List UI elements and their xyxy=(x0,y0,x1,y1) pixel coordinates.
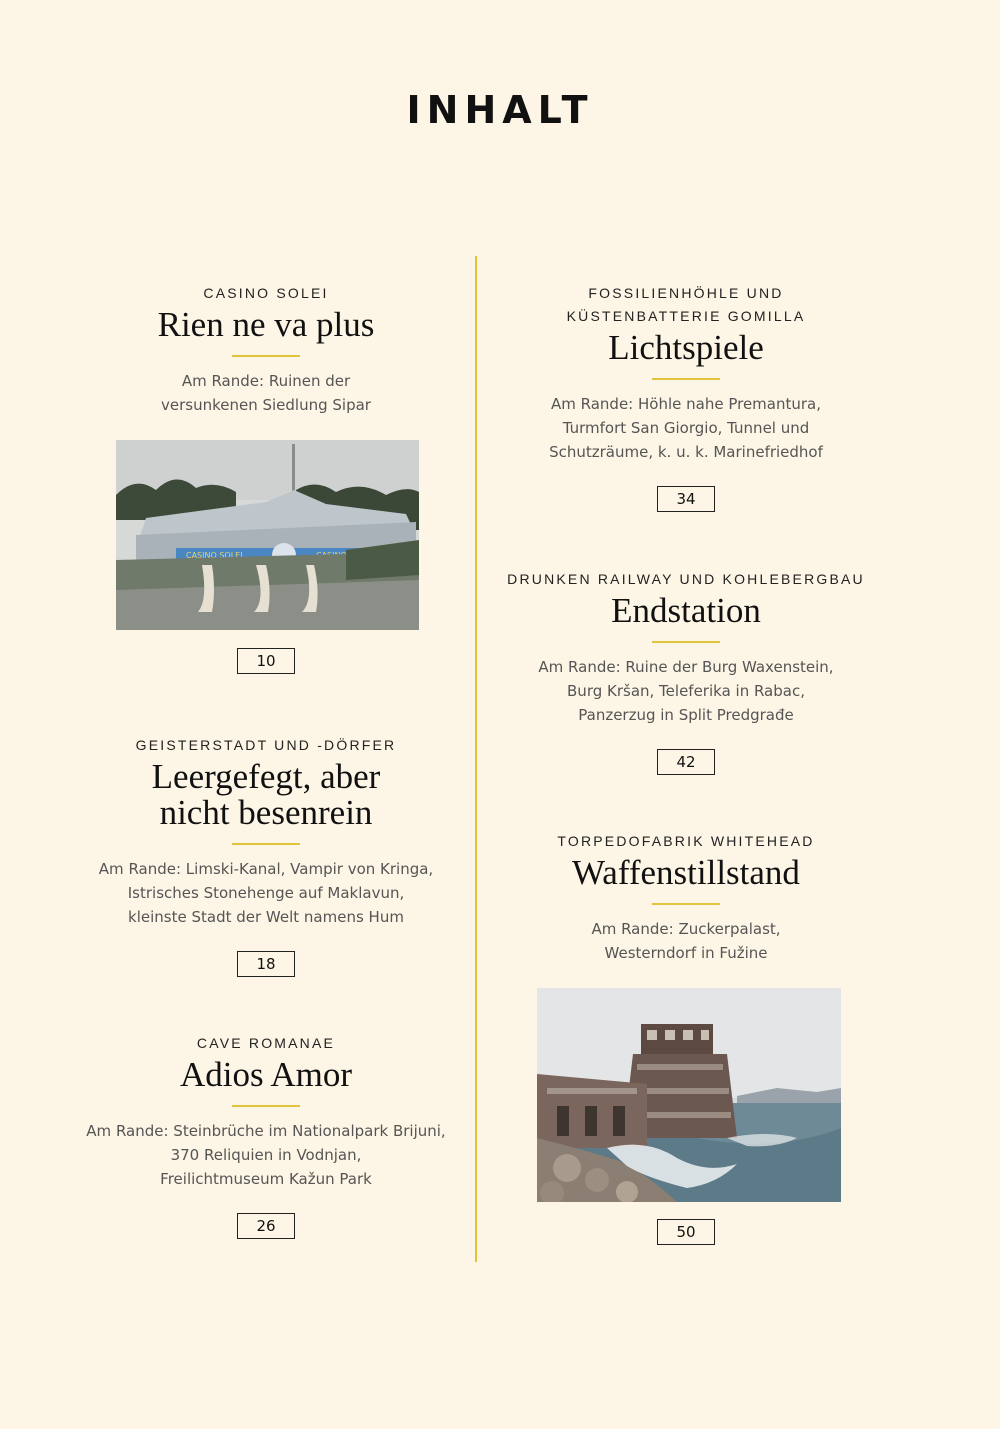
left-column xyxy=(70,0,462,1429)
description-line: Am Rande: Ruinen der xyxy=(181,372,351,390)
entry-kicker: CAVE ROMANAE xyxy=(196,1035,336,1051)
page-number-box[interactable]: 18 xyxy=(237,951,295,977)
description-line: Istrisches Stonehenge auf Maklavun, xyxy=(127,884,405,902)
description-line: Am Rande: Limski-Kanal, Vampir von Kringa, xyxy=(98,860,434,878)
page-number-box[interactable]: 42 xyxy=(657,749,715,775)
entry-description xyxy=(490,392,882,464)
column-divider xyxy=(475,256,477,1262)
description-line: Panzerzug in Split Predgrađe xyxy=(578,706,794,724)
page-number-wrap xyxy=(70,626,462,674)
description-line: Freilichtmuseum Kažun Park xyxy=(160,1170,372,1188)
toc-entry-lichtspiele[interactable] xyxy=(490,282,882,512)
kicker-line: FOSSILIENHÖHLE UND xyxy=(588,285,784,301)
accent-rule xyxy=(652,378,720,380)
accent-rule xyxy=(232,355,300,357)
description-line: Am Rande: Zuckerpalast, xyxy=(591,920,781,938)
kicker-line: KÜSTENBATTERIE GOMILLA xyxy=(566,308,806,324)
description-line: versunkenen Siedlung Sipar xyxy=(161,396,371,414)
accent-rule xyxy=(232,843,300,845)
toc-entry-casino-solei[interactable] xyxy=(70,282,462,417)
entry-headline: Lichtspiele xyxy=(608,328,764,367)
accent-rule xyxy=(232,1105,300,1107)
description-line: Schutzräume, k. u. k. Marinefriedhof xyxy=(549,443,823,461)
description-line: Turmfort San Giorgio, Tunnel und xyxy=(562,419,810,437)
accent-rule xyxy=(652,903,720,905)
toc-entry-endstation[interactable] xyxy=(490,568,882,775)
headline-line: Leergefegt, aber xyxy=(151,757,381,796)
entry-kicker: CASINO SOLEI xyxy=(203,285,329,301)
toc-entry-cave-romanae[interactable] xyxy=(70,1032,462,1239)
headline-line: nicht besenrein xyxy=(159,793,373,832)
entry-headline: Endstation xyxy=(611,591,761,630)
page-number-box[interactable]: 34 xyxy=(657,486,715,512)
description-line: 370 Reliquien in Vodnjan, xyxy=(170,1146,362,1164)
toc-entry-waffenstillstand[interactable] xyxy=(490,830,882,965)
entry-headline: Waffenstillstand xyxy=(572,853,800,892)
entry-description xyxy=(70,857,462,929)
page-number-box[interactable]: 50 xyxy=(657,1219,715,1245)
description-line: Am Rande: Ruine der Burg Waxenstein, xyxy=(538,658,834,676)
entry-description xyxy=(490,655,882,727)
entry-description xyxy=(490,917,882,965)
page-number-box[interactable]: 10 xyxy=(237,648,295,674)
entry-description xyxy=(70,369,462,417)
casino-solei-photo xyxy=(116,440,419,630)
entry-description xyxy=(70,1119,462,1191)
description-line: Am Rande: Steinbrüche im Nationalpark Brijuni, xyxy=(86,1122,446,1140)
right-column xyxy=(490,0,882,1429)
entry-kicker: TORPEDOFABRIK WHITEHEAD xyxy=(557,833,815,849)
description-line: Burg Kršan, Teleferika in Rabac, xyxy=(567,682,805,700)
description-line: Am Rande: Höhle nahe Premantura, xyxy=(550,395,821,413)
entry-headline: Adios Amor xyxy=(179,1055,353,1094)
svg-text:CASINO SOLEI: CASINO SOLEI xyxy=(186,551,243,560)
page-number-box[interactable]: 26 xyxy=(237,1213,295,1239)
torpedo-factory-photo xyxy=(537,988,841,1202)
description-line: Westerndorf in Fužine xyxy=(604,944,768,962)
entry-kicker xyxy=(490,282,882,328)
page-number-wrap xyxy=(490,1197,882,1245)
description-line: kleinste Stadt der Welt namens Hum xyxy=(128,908,404,926)
entry-headline: Rien ne va plus xyxy=(157,305,375,344)
entry-kicker: GEISTERSTADT UND -DÖRFER xyxy=(135,737,397,753)
page-title: INHALT xyxy=(406,88,594,132)
accent-rule xyxy=(652,641,720,643)
entry-kicker: DRUNKEN RAILWAY UND KOHLEBERGBAU xyxy=(507,571,865,587)
toc-entry-geisterstadt[interactable] xyxy=(70,734,462,977)
entry-headline xyxy=(70,759,462,831)
